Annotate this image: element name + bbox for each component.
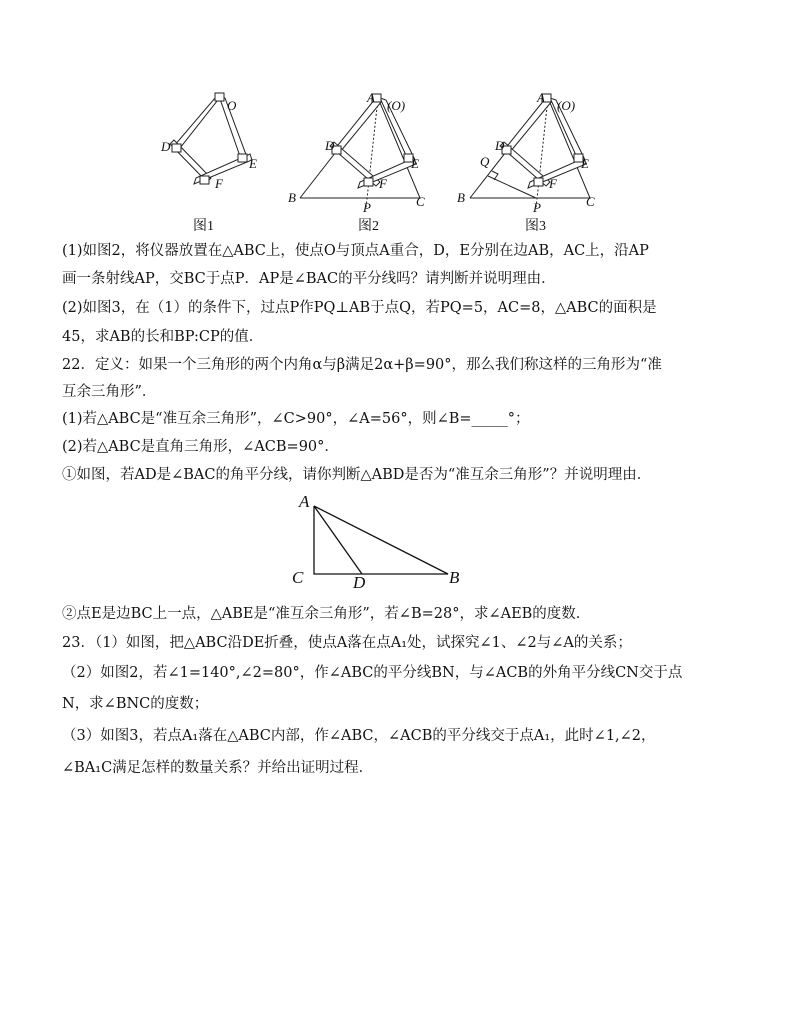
- q22-triangle-figure: [0, 490, 800, 600]
- fig2-label-D: D: [325, 138, 335, 153]
- fig3-label-F: F: [549, 176, 557, 191]
- fig2-label-F: F: [379, 176, 387, 191]
- q23-part2-line1: （2）如图2，若∠1=140°,∠2=80°，作∠ABC的平分线BN，与∠ACB的外角平分线CN交于点: [62, 665, 683, 681]
- q22-part1: (1)若△ABC是“准互余三角形”，∠C>90°，∠A=56°，则∠B=_____°；: [62, 411, 530, 427]
- fig2-label-B: B: [288, 190, 296, 205]
- fig-mid-label-A: A: [299, 492, 310, 511]
- q22-part2: (2)若△ABC是直角三角形，∠ACB=90°．: [62, 439, 339, 455]
- q22-part2-sub2: ②点E是边BC上一点，△ABE是“准互余三角形”，若∠B=28°，求∠AEB的度数．: [62, 606, 591, 622]
- q22-definition-line1: 22．定义：如果一个三角形的两个内角α与β满足2α+β=90°，那么我们称这样的三角形为“准: [62, 357, 662, 373]
- fig3-label-D: D: [495, 138, 505, 153]
- q21-part2-line1: (2)如图3，在（1）的条件下，过点P作PQ⊥AB于点Q，若PQ=5，AC=8，△ABC的面积是: [62, 300, 657, 316]
- fig1-label-D: D: [161, 139, 171, 154]
- fig-mid-label-D: D: [353, 573, 366, 592]
- q23-part2-line2: N，求∠BNC的度数；: [62, 696, 209, 712]
- fig3-label-E: E: [581, 156, 589, 171]
- fig1-caption: 图1: [193, 219, 214, 234]
- q23-part3-line2: ∠BA₁C满足怎样的数量关系？并给出证明过程．: [62, 760, 374, 776]
- fig-mid-label-C: C: [292, 568, 304, 587]
- fig3-caption: 图3: [525, 219, 546, 234]
- fig1-label-E: E: [249, 156, 257, 171]
- fig2-caption: 图2: [358, 219, 379, 234]
- q22-part2-sub1: ①如图，若AD是∠BAC的角平分线，请你判断△ABD是否为“准互余三角形”？并说明理由．: [62, 467, 652, 483]
- fig1-label-O: O: [227, 98, 237, 113]
- top-figures: [0, 0, 800, 240]
- fig1-label-F: F: [215, 176, 223, 191]
- fig2-label-O: (O): [387, 98, 406, 113]
- q23-part1: 23．（1）如图，把△ABC沿DE折叠，使点A落在点A₁处，试探究∠1、∠2与∠A的关系；: [62, 635, 632, 651]
- fig3-label-B: B: [457, 190, 465, 205]
- fig2-label-E: E: [411, 156, 419, 171]
- q22-definition-line2: 互余三角形”．: [62, 384, 157, 400]
- q23-part3-line1: （3）如图3，若点A₁落在△ABC内部，作∠ABC，∠ACB的平分线交于点A₁，此时∠1,∠2，: [62, 728, 656, 744]
- fig3-label-A: A: [537, 90, 545, 105]
- q21-part2-line2: 45，求AB的长和BP:CP的值．: [62, 329, 264, 345]
- q21-part1-line1: (1)如图2，将仪器放置在△ABC上，使点O与顶点A重合，D，E分别在边AB，AC上，沿AP: [62, 243, 649, 259]
- fig2-label-P: P: [363, 200, 371, 215]
- q21-part1-line2: 画一条射线AP，交BC于点P．AP是∠BAC的平分线吗？请判断并说明理由．: [62, 271, 556, 287]
- fig2-label-A: A: [367, 90, 375, 105]
- fig3-label-O: (O): [557, 98, 576, 113]
- fig3-label-Q: Q: [480, 154, 490, 169]
- fig-mid-label-B: B: [449, 568, 460, 587]
- fig1-instrument: [170, 93, 252, 184]
- fig2-label-C: C: [416, 194, 425, 209]
- fig3-label-C: C: [586, 194, 595, 209]
- fig3-label-P: P: [533, 200, 541, 215]
